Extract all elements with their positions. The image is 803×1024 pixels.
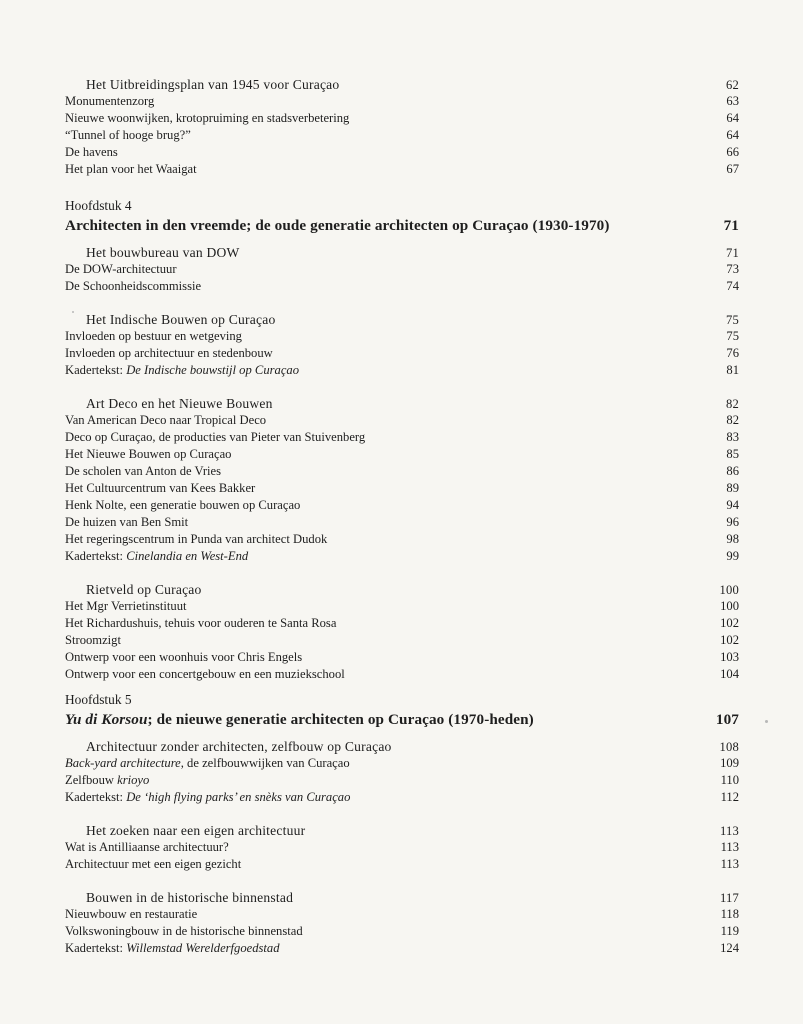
entry-title: Architectuur met een eigen gezicht — [65, 857, 242, 871]
toc-spacer — [65, 683, 739, 691]
entry-title: Rietveld op Curaçao — [86, 582, 202, 597]
page-number: 89 — [726, 481, 739, 495]
entry-title: De havens — [65, 145, 118, 159]
entry-title: Monumentenzorg — [65, 94, 155, 108]
entry-title: De Schoonheidscommissie — [65, 279, 202, 293]
toc-entry — [65, 632, 739, 649]
toc-entry — [65, 446, 739, 463]
page-number: 71 — [726, 246, 739, 260]
page-number: 98 — [726, 532, 739, 546]
toc-spacer — [65, 236, 739, 244]
toc-entry — [65, 362, 739, 379]
page-number: 103 — [720, 650, 739, 664]
page-number: 117 — [719, 891, 739, 905]
page-number: 86 — [726, 464, 739, 478]
chapter-label — [65, 197, 739, 215]
paper-speck — [765, 720, 768, 723]
entry-title — [65, 755, 350, 772]
entry-prefix: Kadertekst: — [65, 549, 127, 563]
toc-section — [65, 889, 739, 906]
toc-entry — [65, 93, 739, 110]
entry-prefix: Kadertekst: — [65, 790, 127, 804]
toc-entry — [65, 772, 739, 789]
entry-title: Architecten in den vreemde; de oude generatie architecten op Curaçao (1930-1970) — [65, 217, 610, 234]
page-number: 81 — [726, 363, 739, 377]
toc-entry — [65, 923, 739, 940]
entry-prefix: Kadertekst: — [65, 941, 127, 955]
page-number: 73 — [726, 262, 739, 276]
entry-title — [65, 772, 149, 789]
entry-title: Van American Deco naar Tropical Deco — [65, 413, 267, 427]
entry-text: , de zelfbouwwijken van Curaçao — [180, 756, 350, 770]
page-number: 112 — [720, 790, 739, 804]
entry-italic-title: De ‘high flying parks’ en snèks van Curaçao — [126, 790, 351, 804]
page-number: 74 — [726, 279, 739, 293]
toc-entry — [65, 429, 739, 446]
chapter-label — [65, 691, 739, 709]
toc-entry — [65, 789, 739, 806]
page-number: 108 — [719, 740, 739, 754]
page-number: 118 — [720, 907, 739, 921]
page-number: 107 — [715, 711, 739, 728]
entry-text: ; de nieuwe generatie architecten op Curaçao (1970-heden) — [147, 711, 534, 728]
page-number: 76 — [726, 346, 739, 360]
page-number: 96 — [726, 515, 739, 529]
toc-entry — [65, 127, 739, 144]
toc-entry — [65, 615, 739, 632]
entry-title — [65, 362, 299, 379]
toc-entry — [65, 161, 739, 178]
toc-entry — [65, 480, 739, 497]
entry-title: Het zoeken naar een eigen architectuur — [86, 823, 306, 838]
page-number: 75 — [726, 313, 739, 327]
table-of-contents — [65, 76, 739, 957]
entry-title: Deco op Curaçao, de producties van Pieter van Stuivenberg — [65, 430, 366, 444]
toc-section — [65, 395, 739, 412]
entry-text: Zelfbouw — [65, 773, 118, 787]
entry-title: Nieuwe woonwijken, krotopruiming en stadsverbetering — [65, 111, 350, 125]
entry-italic-title: Willemstad Werelderfgoedstad — [126, 941, 280, 955]
page-number: 82 — [726, 397, 739, 411]
toc-entry — [65, 598, 739, 615]
toc-entry — [65, 531, 739, 548]
entry-title: Art Deco en het Nieuwe Bouwen — [86, 396, 273, 411]
toc-section — [65, 244, 739, 261]
toc-entry — [65, 940, 739, 957]
entry-title: Henk Nolte, een generatie bouwen op Curaçao — [65, 498, 301, 512]
page-number: 119 — [720, 924, 739, 938]
toc-entry — [65, 755, 739, 772]
toc-section — [65, 311, 739, 328]
entry-title: Volkswoningbouw in de historische binnenstad — [65, 924, 303, 938]
entry-title — [65, 548, 248, 565]
entry-title: Ontwerp voor een woonhuis voor Chris Engels — [65, 650, 303, 664]
entry-italic-title: De Indische bouwstijl op Curaçao — [126, 363, 300, 377]
toc-entry — [65, 856, 739, 873]
entry-title: Het Mgr Verrietinstituut — [65, 599, 187, 613]
page-number: 67 — [726, 162, 739, 176]
page-number: 113 — [720, 840, 739, 854]
toc-entry — [65, 328, 739, 345]
page-number: 124 — [720, 941, 739, 955]
entry-title: Het Nieuwe Bouwen op Curaçao — [65, 447, 232, 461]
chapter-title — [65, 215, 739, 236]
toc-entry — [65, 144, 739, 161]
toc-entry — [65, 345, 739, 362]
entry-title — [65, 709, 534, 730]
toc-section — [65, 738, 739, 755]
page-number: 71 — [723, 217, 739, 234]
toc-entry — [65, 666, 739, 683]
toc-section — [65, 581, 739, 598]
toc-spacer — [65, 730, 739, 738]
entry-title — [65, 940, 280, 957]
entry-title: De huizen van Ben Smit — [65, 515, 189, 529]
entry-title: Het Indische Bouwen op Curaçao — [86, 312, 276, 327]
entry-italic-part: krioyo — [117, 773, 150, 787]
toc-entry — [65, 839, 739, 856]
chapter-number: Hoofdstuk 4 — [65, 198, 132, 213]
toc-entry — [65, 261, 739, 278]
entry-title: Het plan voor het Waaigat — [65, 162, 197, 176]
page-number: 104 — [720, 667, 739, 681]
toc-entry — [65, 497, 739, 514]
page-number: 113 — [719, 824, 739, 838]
entry-italic-title: Cinelandia en West-End — [126, 549, 249, 563]
entry-title: “Tunnel of hooge brug?” — [65, 128, 191, 142]
page-number: 100 — [720, 599, 739, 613]
toc-spacer — [65, 565, 739, 581]
toc-spacer — [65, 295, 739, 311]
toc-spacer — [65, 178, 739, 197]
chapter-title — [65, 709, 739, 730]
entry-prefix: Kadertekst: — [65, 363, 127, 377]
entry-title: De scholen van Anton de Vries — [65, 464, 222, 478]
toc-entry — [65, 412, 739, 429]
toc-section — [65, 76, 739, 93]
entry-title: Het bouwbureau van DOW — [86, 245, 240, 260]
entry-title: De DOW-architectuur — [65, 262, 177, 276]
page-number: 82 — [726, 413, 739, 427]
entry-title: Ontwerp voor een concertgebouw en een muziekschool — [65, 667, 345, 681]
page-number: 109 — [720, 756, 739, 770]
entry-title: Het Richardushuis, tehuis voor ouderen te Santa Rosa — [65, 616, 337, 630]
entry-title: Het Uitbreidingsplan van 1945 voor Curaçao — [86, 77, 340, 92]
page-number: 64 — [726, 111, 739, 125]
paper-speck — [72, 311, 74, 313]
toc-entry — [65, 906, 739, 923]
toc-entry — [65, 514, 739, 531]
page-number: 113 — [720, 857, 739, 871]
entry-title: Het Cultuurcentrum van Kees Bakker — [65, 481, 256, 495]
page-number: 102 — [720, 633, 739, 647]
toc-entry — [65, 649, 739, 666]
page-number: 63 — [726, 94, 739, 108]
page-number: 94 — [726, 498, 739, 512]
toc-entry — [65, 463, 739, 480]
toc-section — [65, 822, 739, 839]
toc-entry — [65, 548, 739, 565]
entry-title: Nieuwbouw en restauratie — [65, 907, 198, 921]
page-number: 102 — [720, 616, 739, 630]
toc-entry — [65, 110, 739, 127]
entry-title: Invloeden op bestuur en wetgeving — [65, 329, 242, 343]
entry-italic-part: Back-yard architecture — [65, 756, 181, 770]
toc-spacer — [65, 806, 739, 822]
entry-title — [65, 789, 350, 806]
page-number: 66 — [726, 145, 739, 159]
page-number: 85 — [726, 447, 739, 461]
entry-title: Architectuur zonder architecten, zelfbouw op Curaçao — [86, 739, 392, 754]
page-number: 110 — [720, 773, 739, 787]
page-number: 75 — [726, 329, 739, 343]
page-number: 100 — [719, 583, 739, 597]
toc-spacer — [65, 873, 739, 889]
entry-title: Bouwen in de historische binnenstad — [86, 890, 294, 905]
entry-title: Stroomzigt — [65, 633, 121, 647]
toc-spacer — [65, 379, 739, 395]
entry-title: Invloeden op architectuur en stedenbouw — [65, 346, 273, 360]
page-number: 99 — [726, 549, 739, 563]
toc-entry — [65, 278, 739, 295]
page-number: 64 — [726, 128, 739, 142]
page-number: 83 — [726, 430, 739, 444]
page-number: 62 — [726, 78, 739, 92]
chapter-number: Hoofdstuk 5 — [65, 692, 132, 707]
entry-title: Het regeringscentrum in Punda van architect Dudok — [65, 532, 328, 546]
entry-title: Wat is Antilliaanse architectuur? — [65, 840, 229, 854]
entry-italic-part: Yu di Korsou — [65, 711, 148, 728]
